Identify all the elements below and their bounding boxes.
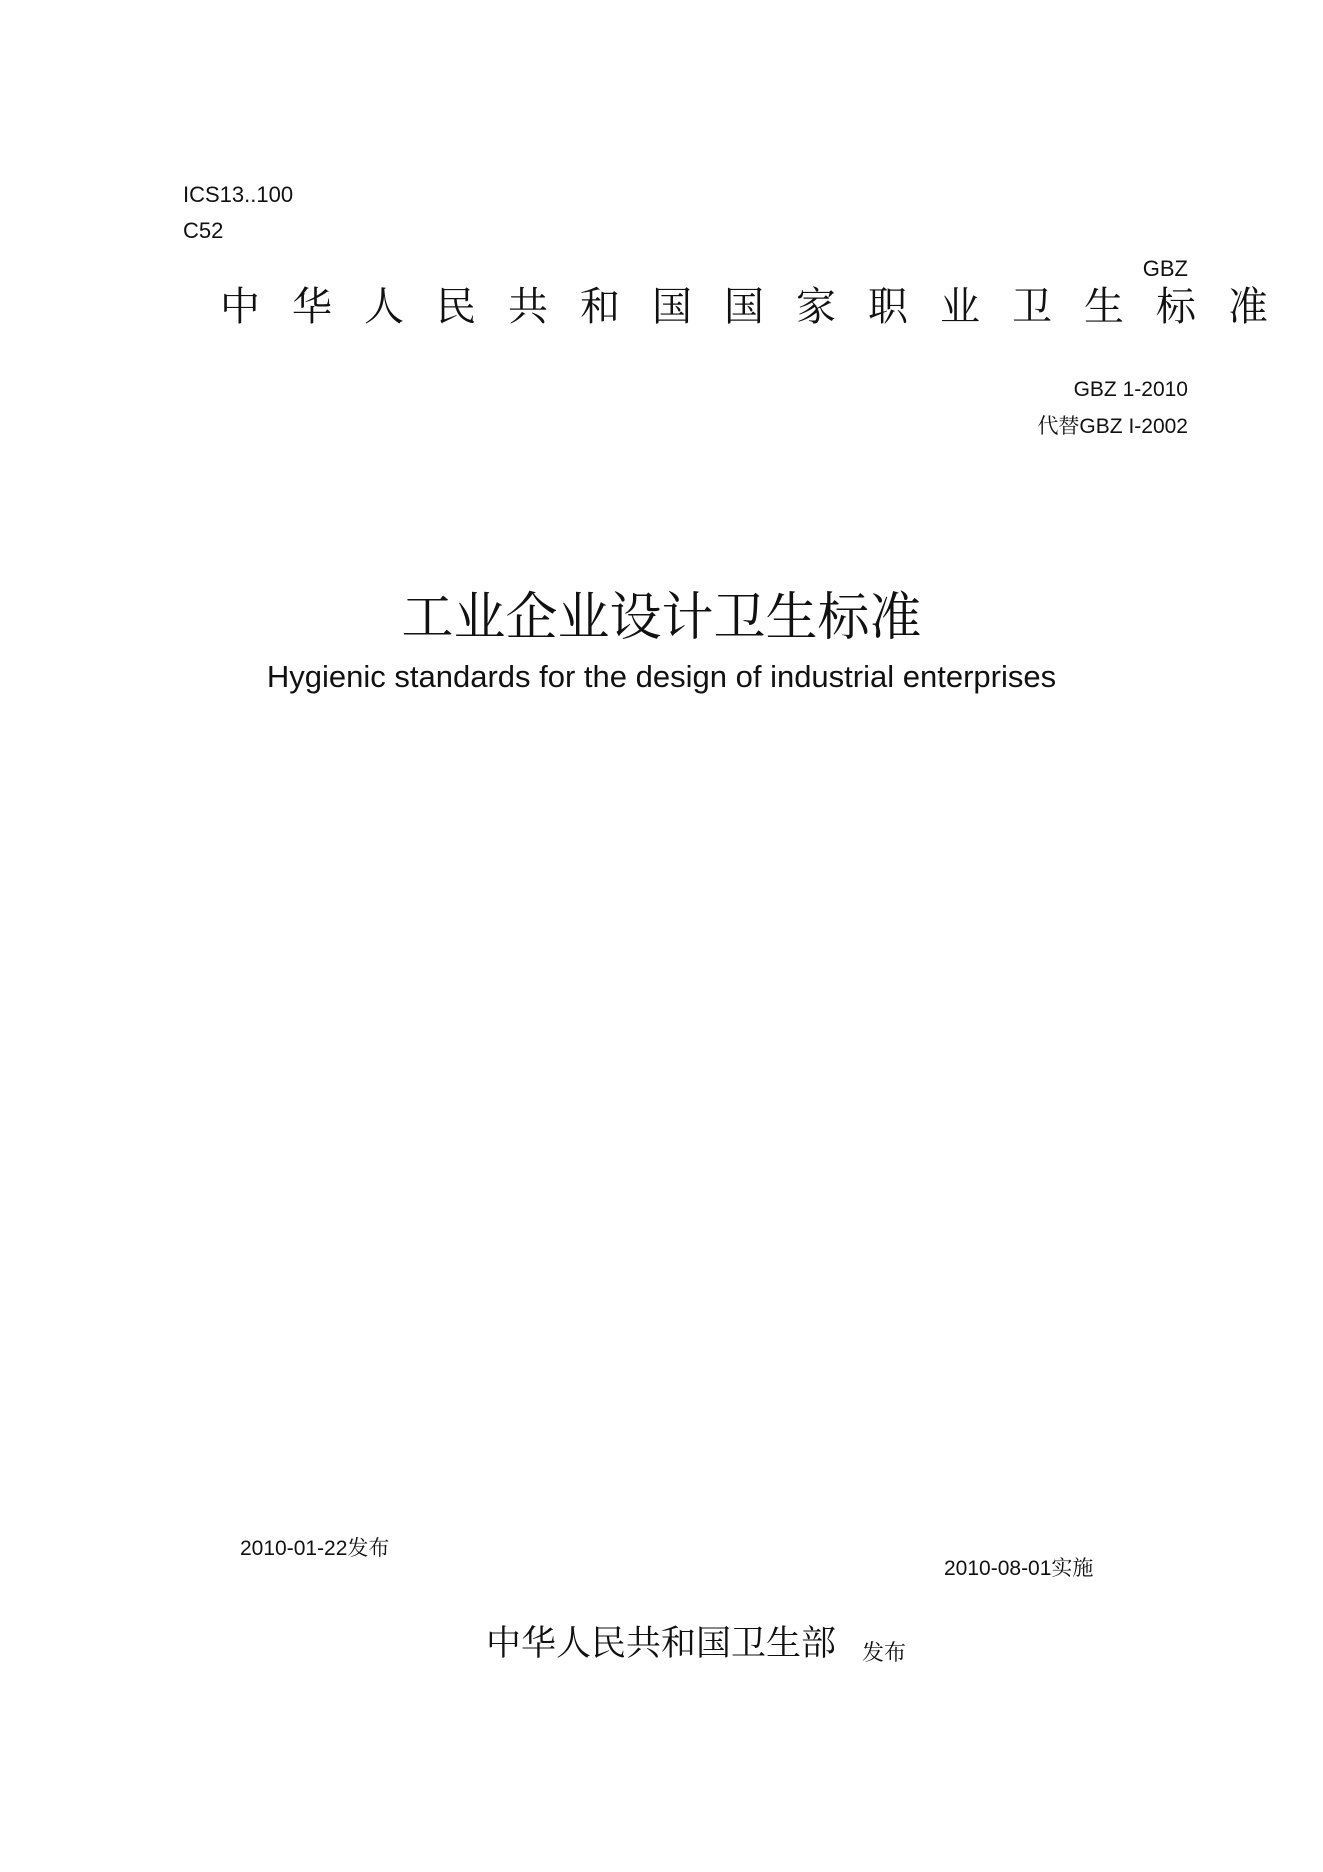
standard-number: GBZ 1-2010	[1073, 378, 1188, 401]
gbz-mark: GBZ	[1142, 256, 1188, 281]
publish-action: 发布	[862, 1641, 907, 1666]
classification-code: C52	[183, 218, 224, 243]
publisher-name: 中华人民共和国卫生部	[486, 1624, 837, 1664]
document-title-zh: 工业企业设计卫生标准	[401, 588, 922, 648]
document-title-en: Hygienic standards for the design of industrial enterprises	[266, 659, 1057, 694]
issue-date: 2010-01-22发布	[240, 1537, 390, 1560]
effective-date: 2010-08-01实施	[944, 1557, 1094, 1580]
organization-title: 中华人民共和国国家职业卫生标准	[220, 284, 1300, 330]
ics-code: ICS13..100	[183, 182, 294, 207]
replaced-standard: 代替GBZ I-2002	[1037, 415, 1188, 438]
